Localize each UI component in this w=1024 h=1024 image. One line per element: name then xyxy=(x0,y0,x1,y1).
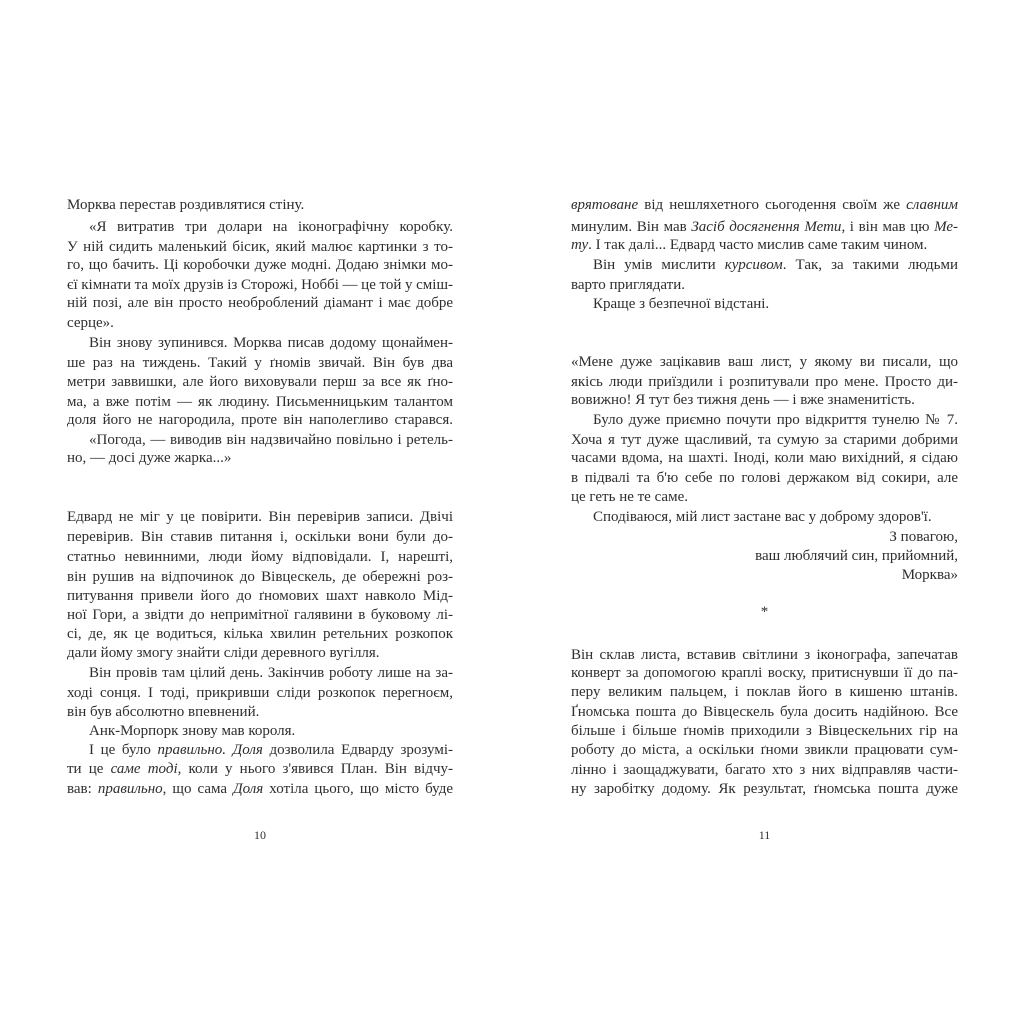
text-segment: «Мене дуже зацікавив ваш лист, у якому ви писали, що xyxy=(571,354,958,370)
text-segment: вав: xyxy=(67,781,98,797)
text-line xyxy=(67,314,453,332)
text-line xyxy=(67,684,453,702)
text-segment: він був абсолютно впевнений. xyxy=(67,704,260,720)
text-line xyxy=(571,373,958,391)
text-segment: серце». xyxy=(67,315,114,331)
text-segment: ну заробітку додому. Як результат, ґномська пошта дуже xyxy=(571,781,958,797)
italic-text: ту xyxy=(571,237,589,253)
text-line xyxy=(67,625,453,643)
italic-text: правильно. Доля xyxy=(157,742,263,758)
section-separator xyxy=(571,603,958,621)
text-segment: єї кімнати та моїх друзів із Сторожі, Ноббі — це той у сміш- xyxy=(67,277,453,293)
text-segment: дозволила Едварду зрозумі- xyxy=(262,742,453,758)
text-segment: , що сама xyxy=(162,781,234,797)
text-line xyxy=(571,780,958,798)
text-segment: . Так, за такими людьми xyxy=(782,257,958,273)
text-segment: ма, а вже потім — як людину. Письменницьким талантом xyxy=(67,394,453,410)
text-segment: Було дуже приємно почути про відкриття тунелю № 7. xyxy=(593,412,958,428)
right-page xyxy=(571,0,958,1024)
text-line xyxy=(571,646,958,664)
text-segment: в підвалі та б'ю себе по голові держаком від сокири, але xyxy=(571,470,958,486)
text-line xyxy=(67,354,453,372)
text-line xyxy=(67,411,453,429)
text-line xyxy=(67,393,453,411)
page-number: 11 xyxy=(758,828,771,842)
text-line xyxy=(67,664,453,682)
text-segment: роботу до міста, а оскільки ґноми звикли працювати сум- xyxy=(571,742,958,758)
text-segment: Він провів там цілий день. Закінчив роботу лише на за- xyxy=(89,665,453,681)
text-line xyxy=(67,218,453,236)
text-segment: хотіла цього, що місто буде xyxy=(263,781,454,797)
text-line xyxy=(67,528,453,546)
text-line xyxy=(571,431,958,449)
text-segment: У ній сидить маленький бісик, який малює картинки з то- xyxy=(67,239,453,255)
text-line xyxy=(67,741,453,759)
text-segment: доля його не нагородила, проте він наполегливо старався. xyxy=(67,412,453,428)
text-segment: ході сонця. І тоді, прикривши сліди розкопок перегноєм, xyxy=(67,685,453,701)
text-line xyxy=(67,256,453,274)
text-segment: , і він мав цю xyxy=(841,219,935,235)
text-segment: це геть не те саме. xyxy=(571,489,688,505)
text-line xyxy=(571,256,958,274)
text-segment: Він склав листа, вставив світлини з іконографа, запечатав xyxy=(571,647,958,663)
text-segment: він рушив на відпочинок до Вівцескель, де обережні роз- xyxy=(67,569,453,585)
text-segment: часами вдома, на шахті. Іноді, коли маю вихідний, я сідаю xyxy=(571,450,958,466)
text-line xyxy=(571,566,958,584)
text-segment: «Погода, — виводив він надзвичайно повільно і ретель- xyxy=(89,432,453,448)
italic-text: правильно xyxy=(97,781,163,797)
text-segment: І це було xyxy=(89,742,158,758)
italic-text: врятоване xyxy=(571,197,639,213)
text-segment: лінно і заощаджувати, багато хто з них відправляв части- xyxy=(571,762,958,778)
text-segment: Морква» xyxy=(901,567,958,583)
text-line xyxy=(67,449,453,467)
text-segment: Він умів мислити xyxy=(593,257,725,273)
text-segment: ти це xyxy=(67,761,111,777)
text-line xyxy=(67,606,453,624)
text-line xyxy=(571,761,958,779)
text-line xyxy=(67,722,453,740)
text-line xyxy=(571,683,958,701)
text-segment: Краще з безпечної відстані. xyxy=(593,296,770,312)
page-number: 10 xyxy=(254,828,266,842)
italic-text: саме тоді xyxy=(110,761,178,777)
text-line xyxy=(67,587,453,605)
text-line xyxy=(67,760,453,778)
text-line xyxy=(571,276,958,294)
text-segment: дали йому змогу знайти сліди деревного вугілля. xyxy=(67,645,380,661)
text-line xyxy=(571,353,958,371)
text-segment: Він знову зупинився. Морква писав додому щонаймен- xyxy=(89,335,453,351)
text-segment: З повагою, xyxy=(889,529,958,545)
italic-text: Засіб досягнення Мети xyxy=(691,219,842,235)
text-line xyxy=(571,449,958,467)
text-segment: ної Гори, а звідти до непримітної галявини в буковому лі- xyxy=(67,607,453,623)
text-segment: сі, де, як це водиться, кілька хвилин ретельних розкопок xyxy=(67,626,453,642)
text-line xyxy=(571,218,958,236)
text-segment: вовижно! Я тут без тижня день — і вже знаменитість. xyxy=(571,392,915,408)
text-line xyxy=(67,780,453,798)
text-segment: питування привели його до ґномових шахт навколо Мід- xyxy=(67,588,453,604)
text-line xyxy=(571,411,958,429)
text-line xyxy=(67,703,453,721)
text-line xyxy=(67,196,453,214)
text-segment: Едвард не міг у це повірити. Він перевірив записи. Двічі xyxy=(67,509,453,525)
text-line xyxy=(67,334,453,352)
text-segment: ше раз на тиждень. Такий у ґномів звичай. Він був два xyxy=(67,355,453,371)
text-segment: , коли у нього з'явився План. Він відчу- xyxy=(177,761,453,777)
text-line xyxy=(67,508,453,526)
text-segment: Ґномська пошта до Вівцескель була досить надійною. Все xyxy=(571,704,958,720)
italic-text: курсивом xyxy=(724,257,783,273)
italic-text: Доля xyxy=(233,781,264,797)
text-line xyxy=(67,238,453,256)
text-segment: ній позі, але він просто необроблений діамант і має добре xyxy=(67,295,453,311)
text-segment: метри заввишки, але його виховували перш за все як ґно- xyxy=(67,374,453,390)
text-segment: конверт за допомогою краплі воску, притиснувши її до па- xyxy=(571,665,958,681)
text-line xyxy=(67,294,453,312)
text-line xyxy=(571,508,958,526)
text-segment: перевірив. Він ставив питання і, оскільки вони були до- xyxy=(67,529,453,545)
text-segment: від нешляхетного сьогодення своїм же xyxy=(638,197,907,213)
text-line xyxy=(571,703,958,721)
text-segment: варто приглядати. xyxy=(571,277,686,293)
text-segment: «Я витратив три долари на іконографічну коробку. xyxy=(89,219,453,235)
text-line xyxy=(571,196,958,214)
text-line xyxy=(67,431,453,449)
text-line xyxy=(67,548,453,566)
text-line xyxy=(67,568,453,586)
text-segment: більше і більше ґномів приходили з Вівцескельних гір на xyxy=(571,723,958,739)
italic-text: славним xyxy=(906,197,958,213)
text-segment: ваш люблячий син, прийомний, xyxy=(755,548,958,564)
text-segment: минулим. Він мав xyxy=(571,219,692,235)
text-line xyxy=(67,276,453,294)
text-line xyxy=(571,488,958,506)
text-segment: Сподіваюся, мій лист застане вас у доброму здоров'ї. xyxy=(593,509,932,525)
text-segment: . І так далі... Едвард часто мислив саме таким чином. xyxy=(588,237,928,253)
text-segment: го, що бачить. Ці коробочки дуже модні. Додаю знімки мо- xyxy=(67,257,453,273)
text-line xyxy=(571,664,958,682)
text-segment: перу великим пальцем, і поклав його в кишеню штанів. xyxy=(571,684,958,700)
text-segment: Морква перестав роздивлятися стіну. xyxy=(67,197,305,213)
text-line xyxy=(571,236,958,254)
text-line xyxy=(571,391,958,409)
text-line xyxy=(571,469,958,487)
text-segment: * xyxy=(760,604,769,620)
text-segment: но, — досі дуже жарка...» xyxy=(67,450,232,466)
text-segment: статньо невинними, люди йому відповідали. І, нарешті, xyxy=(67,549,453,565)
text-line xyxy=(571,722,958,740)
text-segment: Хоча я тут дуже щасливий, та сумую за старими добрими xyxy=(571,432,958,448)
left-page xyxy=(67,0,453,1024)
text-line xyxy=(571,547,958,565)
text-line xyxy=(571,528,958,546)
text-line xyxy=(571,295,958,313)
text-segment: якісь люди приїздили і розпитували про мене. Просто ди- xyxy=(571,374,958,390)
text-segment: Анк-Морпорк знову мав короля. xyxy=(89,723,296,739)
text-line xyxy=(67,644,453,662)
text-line xyxy=(571,741,958,759)
italic-text: Ме- xyxy=(934,219,958,235)
text-line xyxy=(67,373,453,391)
